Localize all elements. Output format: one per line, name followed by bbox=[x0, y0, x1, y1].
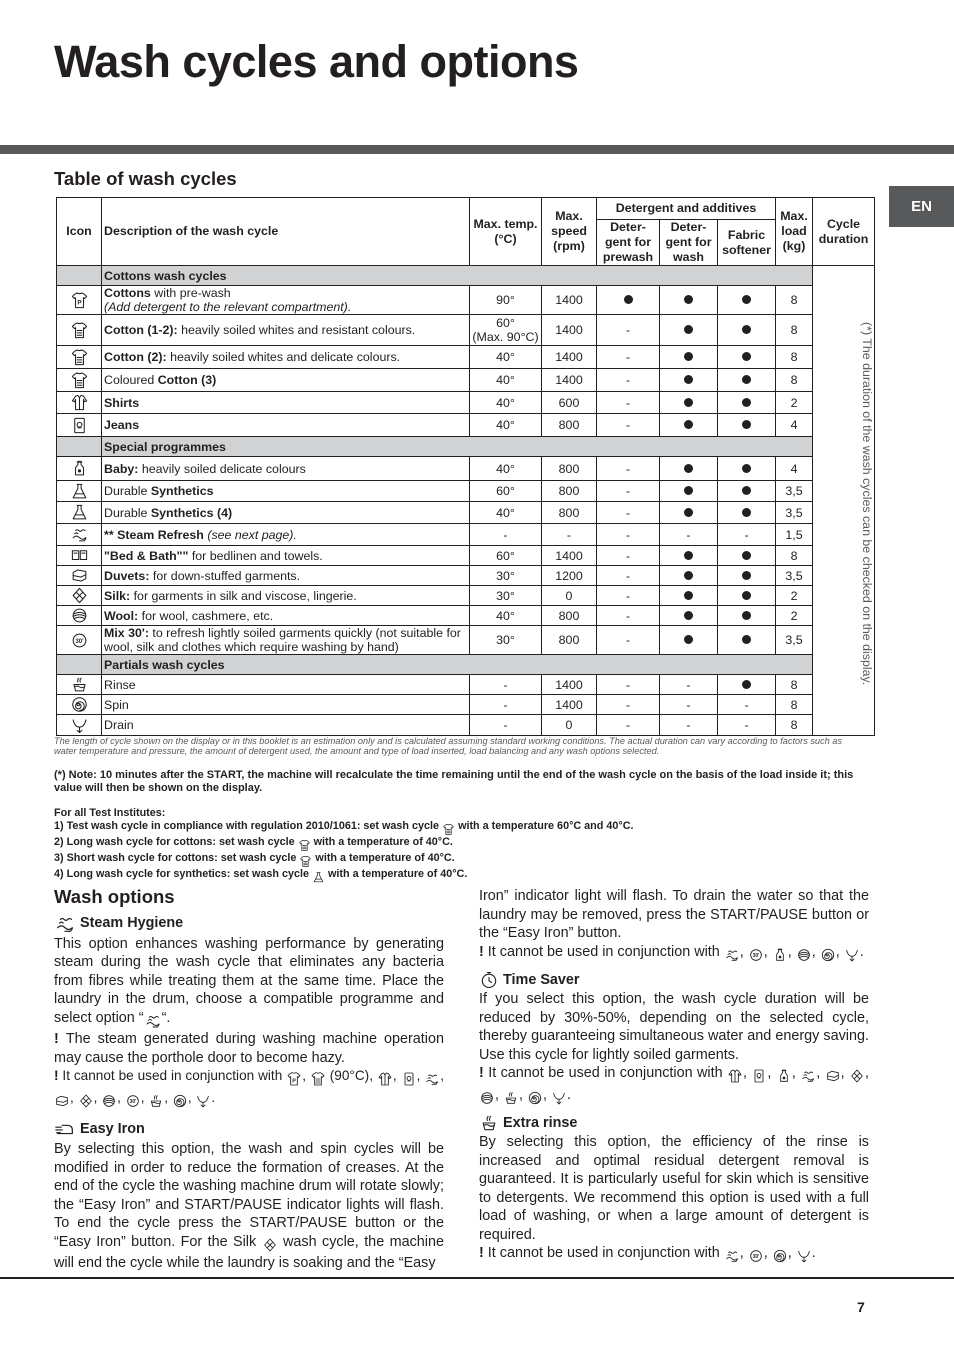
fabric-softener-cell bbox=[718, 606, 776, 626]
time-saver-title: Time Saver bbox=[503, 971, 580, 988]
wash-detergent-cell bbox=[660, 481, 718, 502]
fabric-softener-cell bbox=[718, 414, 776, 437]
extra-rinse-icon bbox=[479, 1113, 499, 1133]
fabric-softener-cell bbox=[718, 369, 776, 392]
max-temp-cell: - bbox=[470, 715, 542, 736]
table-row bbox=[57, 315, 875, 346]
table-row bbox=[57, 286, 875, 315]
svg-text:30': 30' bbox=[752, 952, 760, 959]
extra-rinse-desc: By selecting this option, the efficiency of the rinse is increased and optimal residual detergent removal is guaranteed. It is particularly useful for skin which is sensitive to detergents. We recommend this option is used with a full load of washing, or when a large amount of detergent is required. bbox=[479, 1134, 869, 1243]
table-group-header bbox=[57, 655, 875, 675]
wash-detergent-cell bbox=[660, 346, 718, 369]
wash-cycles-table-container bbox=[56, 197, 874, 736]
included-dot-icon bbox=[684, 635, 693, 644]
header-detergent-wash: Deter-gent for wash bbox=[660, 220, 718, 266]
max-temp-cell: - bbox=[470, 524, 542, 546]
max-temp-cell: 40° bbox=[470, 414, 542, 437]
steam-hygiene-icon bbox=[54, 913, 76, 935]
included-dot-icon bbox=[742, 398, 751, 407]
wash-detergent-cell: - bbox=[660, 675, 718, 695]
included-dot-icon bbox=[742, 611, 751, 620]
drain-icon bbox=[844, 946, 860, 965]
max-speed-cell: 800 bbox=[542, 481, 597, 502]
included-dot-icon bbox=[742, 551, 751, 560]
time-saver-desc: If you select this option, the wash cycle duration will be reduced by 30%-50%, depending on the selected cycle, thereby guaranteeing simultaneous water and energy saving. Use this cycle for lightly soiled garments. bbox=[479, 991, 869, 1063]
included-dot-icon bbox=[684, 551, 693, 560]
max-speed-cell: 1400 bbox=[542, 369, 597, 392]
header-icon: Icon bbox=[57, 198, 102, 266]
max-load-cell: 2 bbox=[776, 392, 813, 414]
time-saver-icon bbox=[479, 970, 499, 990]
table-row bbox=[57, 586, 875, 606]
max-speed-cell: 0 bbox=[542, 715, 597, 736]
table-row bbox=[57, 524, 875, 546]
cotton-icon bbox=[442, 823, 455, 836]
fabric-softener-cell bbox=[718, 481, 776, 502]
prewash-detergent-cell: - bbox=[597, 392, 660, 414]
included-dot-icon bbox=[684, 508, 693, 517]
fabric-softener-cell: - bbox=[718, 695, 776, 715]
table-group-header bbox=[57, 266, 875, 286]
cycle-description: Wool: for wool, cashmere, etc. bbox=[102, 606, 470, 626]
svg-text:30': 30' bbox=[129, 1098, 137, 1105]
max-load-cell: 8 bbox=[776, 675, 813, 695]
fabric-softener-cell bbox=[718, 502, 776, 524]
included-dot-icon bbox=[742, 325, 751, 334]
easy-iron-title: Easy Iron bbox=[80, 1120, 145, 1137]
wash-detergent-cell bbox=[660, 369, 718, 392]
easy-iron-desc: By selecting this option, the wash and spin cycles will be modified in order to reduce the formation of creases. At the end of the cycle the washing machine drum will rotate slowly; the “Easy Iron” and START/PAUSE indicator lights will flash. To end the cycle press the START/PAUSE button or the “Easy Iron” button. For the Silk wash cycle, the machine will end the cycle while the laundry is soaking and the “Easy bbox=[54, 1141, 444, 1271]
included-dot-icon bbox=[742, 591, 751, 600]
included-dot-icon bbox=[742, 464, 751, 473]
prewash-detergent-cell bbox=[597, 286, 660, 315]
wash-detergent-cell bbox=[660, 546, 718, 566]
included-dot-icon bbox=[742, 375, 751, 384]
included-dot-icon bbox=[624, 295, 633, 304]
max-temp-cell: 40° bbox=[470, 502, 542, 524]
easy-iron-desc-cont: Iron” indicator light will flash. To drain the water so that the laundry may be removed, press the START/PAUSE button or the “Easy Iron” button. bbox=[479, 888, 869, 941]
test-line-1: 1) Test wash cycle in compliance with regulation 2010/1061: set wash cycle with a temperature 60°C and 40°C. bbox=[54, 820, 864, 836]
prewash-detergent-cell: - bbox=[597, 315, 660, 346]
table-row bbox=[57, 346, 875, 369]
fabric-softener-cell bbox=[718, 457, 776, 481]
max-load-cell: 8 bbox=[776, 546, 813, 566]
max-load-cell: 8 bbox=[776, 715, 813, 736]
fabric-softener-cell bbox=[718, 675, 776, 695]
test-institutes-block bbox=[54, 807, 864, 884]
baby-icon bbox=[70, 461, 89, 475]
bed-bath-icon bbox=[70, 548, 89, 562]
max-load-cell: 1,5 bbox=[776, 524, 813, 546]
fabric-softener-cell: - bbox=[718, 715, 776, 736]
easy-iron-icon bbox=[54, 1118, 76, 1140]
spin-icon bbox=[527, 1089, 543, 1108]
included-dot-icon bbox=[742, 486, 751, 495]
fabric-softener-cell bbox=[718, 392, 776, 414]
cotton-icon bbox=[70, 322, 89, 336]
header-detergent-group: Detergent and additives bbox=[597, 198, 776, 220]
max-temp-cell: 90° bbox=[470, 286, 542, 315]
cycle-description: Rinse bbox=[102, 675, 470, 695]
included-dot-icon bbox=[684, 375, 693, 384]
header-max-load: Max. load (kg) bbox=[776, 198, 813, 266]
max-temp-cell: 30° bbox=[470, 586, 542, 606]
prewash-detergent-cell: - bbox=[597, 546, 660, 566]
max-temp-cell: 40° bbox=[470, 392, 542, 414]
max-speed-cell: 1400 bbox=[542, 695, 597, 715]
svg-text:30': 30' bbox=[752, 1254, 760, 1261]
max-speed-cell: 800 bbox=[542, 457, 597, 481]
fabric-softener-cell bbox=[718, 286, 776, 315]
wash-detergent-cell bbox=[660, 392, 718, 414]
max-load-cell: 3,5 bbox=[776, 626, 813, 655]
wash-detergent-cell bbox=[660, 286, 718, 315]
fabric-softener-cell bbox=[718, 626, 776, 655]
silk-icon bbox=[78, 1092, 94, 1111]
max-speed-cell: 800 bbox=[542, 502, 597, 524]
table-row bbox=[57, 481, 875, 502]
max-load-cell: 3,5 bbox=[776, 481, 813, 502]
silk-icon bbox=[70, 588, 89, 602]
cycle-description: Drain bbox=[102, 715, 470, 736]
cotton-icon bbox=[298, 839, 311, 852]
cycle-description: Coloured Cotton (3) bbox=[102, 369, 470, 392]
cotton-prewash-icon bbox=[286, 1070, 302, 1089]
max-speed-cell: 1400 bbox=[542, 315, 597, 346]
max-load-cell: 3,5 bbox=[776, 502, 813, 524]
synthetics-icon bbox=[70, 505, 89, 519]
wash-detergent-cell: - bbox=[660, 524, 718, 546]
table-row bbox=[57, 369, 875, 392]
spin-icon bbox=[820, 946, 836, 965]
max-speed-cell: 800 bbox=[542, 626, 597, 655]
fabric-softener-cell bbox=[718, 546, 776, 566]
table-row bbox=[57, 626, 875, 655]
max-temp-cell: 60° bbox=[470, 481, 542, 502]
included-dot-icon bbox=[684, 398, 693, 407]
prewash-detergent-cell: - bbox=[597, 481, 660, 502]
header-fabric-softener: Fabric softener bbox=[718, 220, 776, 266]
jeans-icon bbox=[751, 1067, 767, 1086]
fabric-softener-cell bbox=[718, 346, 776, 369]
cotton-icon bbox=[70, 349, 89, 363]
cycle-description: Cotton (1-2): heavily soiled whites and resistant colours. bbox=[102, 315, 470, 346]
mix30-icon bbox=[748, 946, 764, 965]
mix30-icon bbox=[748, 1247, 764, 1266]
table-row bbox=[57, 695, 875, 715]
jeans-icon bbox=[70, 417, 89, 431]
cycle-description: ** Steam Refresh (see next page). bbox=[102, 524, 470, 546]
wash-detergent-cell bbox=[660, 586, 718, 606]
duvet-icon bbox=[825, 1067, 841, 1086]
prewash-detergent-cell: - bbox=[597, 346, 660, 369]
included-dot-icon bbox=[742, 420, 751, 429]
page-title: Wash cycles and options bbox=[54, 36, 579, 87]
max-load-cell: 8 bbox=[776, 369, 813, 392]
wool-icon bbox=[796, 946, 812, 965]
steam-hygiene-warning: ! The steam generated during washing machine operation may cause the porthole door to become hazy. bbox=[54, 1031, 444, 1066]
table-row bbox=[57, 675, 875, 695]
spin-icon bbox=[70, 697, 89, 711]
options-right-column bbox=[479, 887, 869, 1266]
max-speed-cell: 1400 bbox=[542, 675, 597, 695]
shirts-icon bbox=[727, 1067, 743, 1086]
max-speed-cell: 1400 bbox=[542, 546, 597, 566]
footer-divider bbox=[0, 1277, 954, 1279]
prewash-detergent-cell: - bbox=[597, 457, 660, 481]
wash-detergent-cell bbox=[660, 315, 718, 346]
max-speed-cell: 600 bbox=[542, 392, 597, 414]
options-left-column bbox=[54, 888, 444, 1273]
max-load-cell: 4 bbox=[776, 457, 813, 481]
svg-text:30': 30' bbox=[75, 638, 83, 645]
included-dot-icon bbox=[684, 325, 693, 334]
included-dot-icon bbox=[684, 295, 693, 304]
max-temp-cell: 60° bbox=[470, 546, 542, 566]
group-title: Cottons wash cycles bbox=[102, 266, 813, 286]
extra-rinse-title: Extra rinse bbox=[503, 1114, 578, 1131]
max-load-cell: 8 bbox=[776, 286, 813, 315]
header-max-speed: Max. speed (rpm) bbox=[542, 198, 597, 266]
header-max-temp: Max. temp. (°C) bbox=[470, 198, 542, 266]
cycle-description: Cotton (2): heavily soiled whites and delicate colours. bbox=[102, 346, 470, 369]
prewash-detergent-cell: - bbox=[597, 715, 660, 736]
wash-detergent-cell bbox=[660, 566, 718, 586]
max-load-cell: 8 bbox=[776, 346, 813, 369]
drain-icon bbox=[195, 1092, 211, 1111]
table-row bbox=[57, 457, 875, 481]
included-dot-icon bbox=[684, 591, 693, 600]
cotton-prewash-icon bbox=[70, 292, 89, 306]
included-dot-icon bbox=[684, 611, 693, 620]
max-temp-cell: 60° (Max. 90°C) bbox=[470, 315, 542, 346]
rinse-icon bbox=[148, 1092, 164, 1111]
header-divider-bar bbox=[0, 145, 954, 154]
test-line-3: 3) Short wash cycle for cottons: set wash cycle with a temperature of 40°C. bbox=[54, 852, 864, 868]
cycle-description: Durable Synthetics (4) bbox=[102, 502, 470, 524]
included-dot-icon bbox=[684, 420, 693, 429]
drain-icon bbox=[551, 1089, 567, 1108]
spin-icon bbox=[172, 1092, 188, 1111]
duration-disclaimer: The length of cycle shown on the display or in this booklet is an estimation only and is calculated assuming standard working conditions. The actual duration can vary according to factors such as water temperature and pressure, the amount of detergent used, the amount and type of load inserted, load balancing and any wash options selected. bbox=[54, 736, 843, 756]
prewash-detergent-cell: - bbox=[597, 524, 660, 546]
max-speed-cell: 1400 bbox=[542, 286, 597, 315]
silk-icon bbox=[849, 1067, 865, 1086]
svg-text:P: P bbox=[292, 1078, 296, 1085]
cycle-description: Jeans bbox=[102, 414, 470, 437]
options-title: Wash options bbox=[54, 886, 175, 907]
cycle-description: Mix 30': to refresh lightly soiled garments quickly (not suitable for wool, silk and clothes which require washing by hand) bbox=[102, 626, 470, 655]
table-row bbox=[57, 715, 875, 736]
prewash-detergent-cell: - bbox=[597, 586, 660, 606]
max-load-cell: 2 bbox=[776, 606, 813, 626]
prewash-detergent-cell: - bbox=[597, 695, 660, 715]
included-dot-icon bbox=[684, 571, 693, 580]
prewash-detergent-cell: - bbox=[597, 675, 660, 695]
cycle-description: Durable Synthetics bbox=[102, 481, 470, 502]
wash-detergent-cell: - bbox=[660, 695, 718, 715]
baby-icon bbox=[776, 1067, 792, 1086]
wash-detergent-cell: - bbox=[660, 715, 718, 736]
steam-hygiene-incompat: ! It cannot be used in conjunction with P , (90°C), , , , , , , 30' , , , . bbox=[54, 1067, 444, 1110]
fabric-softener-cell: - bbox=[718, 524, 776, 546]
max-temp-cell: 40° bbox=[470, 457, 542, 481]
steam-refresh-icon bbox=[724, 1247, 740, 1266]
max-speed-cell: 0 bbox=[542, 586, 597, 606]
wash-detergent-cell bbox=[660, 414, 718, 437]
mix30-icon bbox=[70, 632, 89, 646]
spin-icon bbox=[772, 1247, 788, 1266]
max-temp-cell: 40° bbox=[470, 606, 542, 626]
duvet-icon bbox=[54, 1092, 70, 1111]
prewash-detergent-cell: - bbox=[597, 626, 660, 655]
cycle-duration-note: (*) The duration of the wash cycles can be checked on the display. bbox=[813, 266, 875, 736]
steam-icon bbox=[144, 1012, 162, 1031]
silk-icon bbox=[262, 1236, 278, 1255]
duvet-icon bbox=[70, 568, 89, 582]
max-speed-cell: 1400 bbox=[542, 346, 597, 369]
jeans-icon bbox=[401, 1070, 417, 1089]
max-temp-cell: - bbox=[470, 695, 542, 715]
extra-rinse-incompat: ! It cannot be used in conjunction with , 30' , , . bbox=[479, 1244, 869, 1266]
max-speed-cell: 1200 bbox=[542, 566, 597, 586]
steam-hygiene-title: Steam Hygiene bbox=[80, 915, 184, 932]
included-dot-icon bbox=[742, 571, 751, 580]
steam-hygiene-desc: This option enhances washing performance by generating steam during the wash cycle that eliminates any bacteria from fibres while treating them at the same time. Place the laundry in the drum, choose a compatible programme and select option “ “. bbox=[54, 935, 444, 1031]
synthetics-icon bbox=[70, 483, 89, 497]
fabric-softener-cell bbox=[718, 586, 776, 606]
table-row bbox=[57, 566, 875, 586]
cycle-description: Cottons with pre-wash (Add detergent to the relevant compartment). bbox=[102, 286, 470, 315]
max-speed-cell: 800 bbox=[542, 606, 597, 626]
group-title: Partials wash cycles bbox=[102, 655, 813, 675]
max-temp-cell: 40° bbox=[470, 369, 542, 392]
prewash-detergent-cell: - bbox=[597, 566, 660, 586]
included-dot-icon bbox=[742, 295, 751, 304]
header-detergent-prewash: Deter-gent for prewash bbox=[597, 220, 660, 266]
max-temp-cell: 40° bbox=[470, 346, 542, 369]
wash-detergent-cell bbox=[660, 606, 718, 626]
group-title: Special programmes bbox=[102, 437, 813, 457]
wash-detergent-cell bbox=[660, 502, 718, 524]
included-dot-icon bbox=[742, 680, 751, 689]
header-cycle-duration: Cycle duration bbox=[813, 198, 875, 266]
max-speed-cell: 800 bbox=[542, 414, 597, 437]
steam-refresh-icon bbox=[724, 946, 740, 965]
wool-icon bbox=[70, 608, 89, 622]
prewash-detergent-cell: - bbox=[597, 369, 660, 392]
svg-text:P: P bbox=[76, 298, 82, 306]
steam-refresh-icon bbox=[70, 527, 89, 541]
included-dot-icon bbox=[684, 352, 693, 361]
test-line-2: 2) Long wash cycle for cottons: set wash cycle with a temperature of 40°C. bbox=[54, 836, 864, 852]
cotton-icon bbox=[299, 855, 312, 868]
steam-hygiene-heading bbox=[54, 913, 444, 935]
wool-icon bbox=[479, 1089, 495, 1108]
recalculation-note: (*) Note: 10 minutes after the START, the machine will recalculate the time remaining until the end of the wash cycle on the basis of the load inside it; this value will then be shown on the display. bbox=[54, 769, 854, 794]
max-load-cell: 4 bbox=[776, 414, 813, 437]
wool-icon bbox=[101, 1092, 117, 1111]
page-number: 7 bbox=[857, 1299, 865, 1315]
table-group-header bbox=[57, 437, 875, 457]
prewash-detergent-cell: - bbox=[597, 414, 660, 437]
max-load-cell: 3,5 bbox=[776, 566, 813, 586]
cycle-description: Duvets: for down-stuffed garments. bbox=[102, 566, 470, 586]
max-temp-cell: 30° bbox=[470, 626, 542, 655]
easy-iron-heading bbox=[54, 1118, 444, 1140]
shirts-icon bbox=[70, 395, 89, 409]
wash-cycles-table bbox=[56, 197, 875, 736]
prewash-detergent-cell: - bbox=[597, 502, 660, 524]
mix30-icon bbox=[125, 1092, 141, 1111]
table-row bbox=[57, 546, 875, 566]
time-saver-heading bbox=[479, 970, 869, 990]
table-title: Table of wash cycles bbox=[54, 168, 237, 189]
test-institutes-title: For all Test Institutes: bbox=[54, 807, 166, 819]
cycle-description: Silk: for garments in silk and viscose, lingerie. bbox=[102, 586, 470, 606]
shirts-icon bbox=[377, 1070, 393, 1089]
rinse-icon bbox=[70, 677, 89, 691]
wash-detergent-cell bbox=[660, 457, 718, 481]
header-description: Description of the wash cycle bbox=[102, 198, 470, 266]
included-dot-icon bbox=[742, 352, 751, 361]
cotton-icon bbox=[310, 1070, 326, 1089]
max-load-cell: 8 bbox=[776, 695, 813, 715]
steam-refresh-icon bbox=[800, 1067, 816, 1086]
cycle-description: Shirts bbox=[102, 392, 470, 414]
test-line-4: 4) Long wash cycle for synthetics: set wash cycle with a temperature of 40°C. bbox=[54, 868, 864, 884]
language-tab: EN bbox=[889, 186, 954, 227]
table-row bbox=[57, 606, 875, 626]
cycle-description: Spin bbox=[102, 695, 470, 715]
rinse-icon bbox=[503, 1089, 519, 1108]
extra-rinse-heading bbox=[479, 1113, 869, 1133]
cycle-description: Baby: heavily soiled delicate colours bbox=[102, 457, 470, 481]
table-row bbox=[57, 414, 875, 437]
fabric-softener-cell bbox=[718, 315, 776, 346]
easy-iron-incompat: ! It cannot be used in conjunction with , 30' , , , , . bbox=[479, 943, 869, 965]
included-dot-icon bbox=[742, 635, 751, 644]
fabric-softener-cell bbox=[718, 566, 776, 586]
wash-detergent-cell bbox=[660, 626, 718, 655]
cycle-description: "Bed & Bath"" for bedlinen and towels. bbox=[102, 546, 470, 566]
max-load-cell: 2 bbox=[776, 586, 813, 606]
max-temp-cell: - bbox=[470, 675, 542, 695]
max-speed-cell: - bbox=[542, 524, 597, 546]
drain-icon bbox=[796, 1247, 812, 1266]
max-temp-cell: 30° bbox=[470, 566, 542, 586]
prewash-detergent-cell: - bbox=[597, 606, 660, 626]
baby-icon bbox=[772, 946, 788, 965]
steam-refresh-icon bbox=[424, 1070, 440, 1089]
included-dot-icon bbox=[742, 508, 751, 517]
included-dot-icon bbox=[684, 464, 693, 473]
table-row bbox=[57, 392, 875, 414]
included-dot-icon bbox=[684, 486, 693, 495]
synthetics-icon bbox=[312, 871, 325, 884]
table-row bbox=[57, 502, 875, 524]
drain-icon bbox=[70, 717, 89, 731]
max-load-cell: 8 bbox=[776, 315, 813, 346]
time-saver-incompat: ! It cannot be used in conjunction with , , , , , , , , , . bbox=[479, 1064, 869, 1107]
cotton-icon bbox=[70, 372, 89, 386]
